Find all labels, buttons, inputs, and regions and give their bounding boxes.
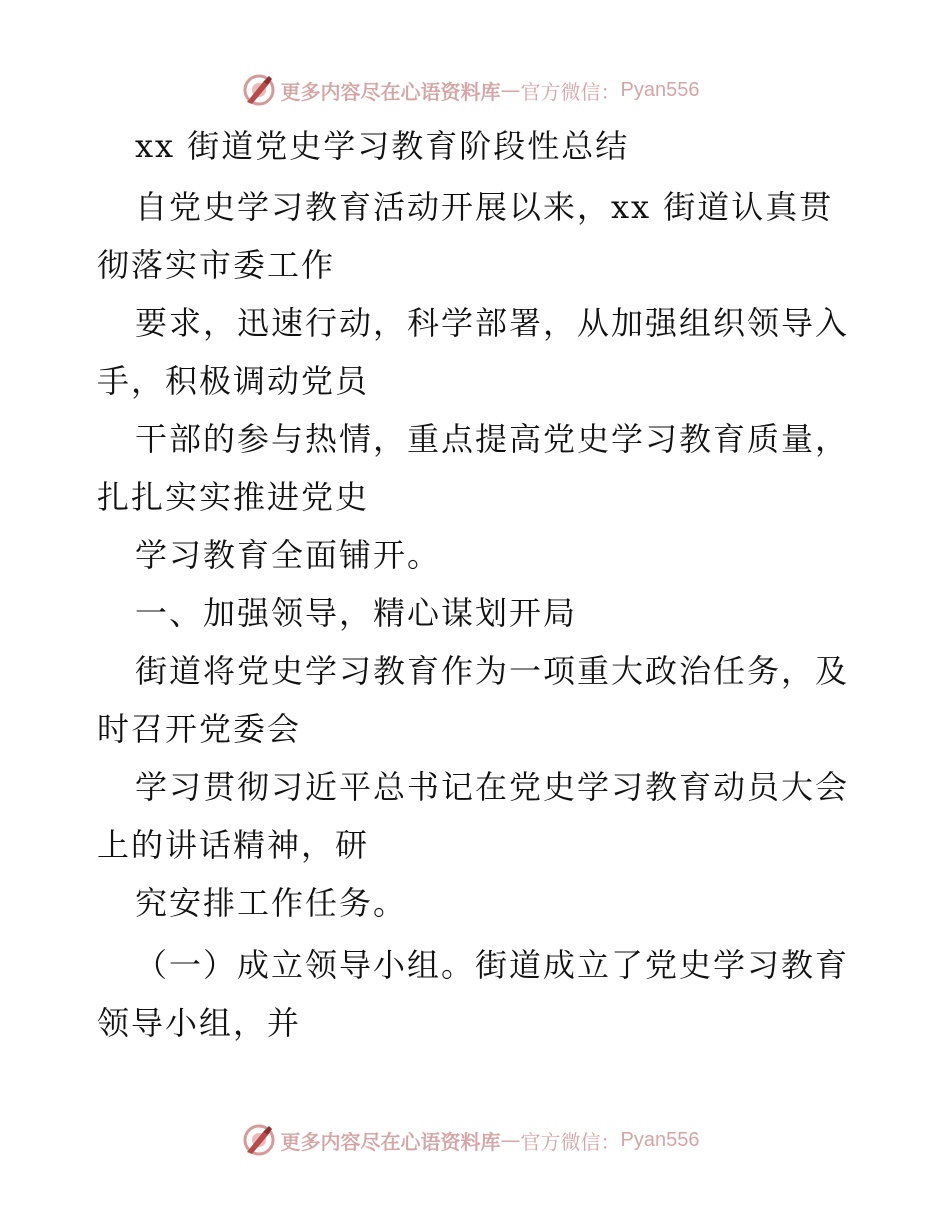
- paragraph-line: 领导小组，并: [97, 1004, 302, 1042]
- watermark-main-text: 更多内容尽在心语资料库: [280, 79, 501, 104]
- paragraph-line: 上的讲话精神，研: [97, 826, 370, 864]
- paragraph-line: 要求，迅速行动，科学部署，从加强组织领导入: [135, 304, 850, 342]
- watermark-inner: [241, 1122, 700, 1158]
- red-ink-brush-logo-icon: [241, 1122, 277, 1158]
- paragraph-line: 自党史学习教育活动开展以来，xx 街道认真贯: [135, 188, 834, 226]
- watermark-inner: [241, 72, 700, 108]
- paragraph-line: 学习贯彻习近平总书记在党史学习教育动员大会: [135, 768, 850, 806]
- watermark-banner-top: [0, 70, 950, 110]
- watermark-wechat-id: Pyan556: [620, 78, 700, 101]
- paragraph-line: 手，积极调动党员: [97, 362, 370, 400]
- watermark-wechat-label: 官方微信：: [520, 79, 621, 104]
- red-ink-brush-logo-icon: [241, 72, 277, 108]
- paragraph-line: （一）成立领导小组。街道成立了党史学习教育: [135, 946, 850, 984]
- watermark-banner-bottom: [0, 1120, 950, 1160]
- paragraph-line: 街道将党史学习教育作为一项重大政治任务，及: [135, 652, 850, 690]
- watermark-separator: —: [500, 78, 521, 102]
- document-title: xx 街道党史学习教育阶段性总结: [135, 127, 630, 165]
- paragraph-line: 学习教育全面铺开。: [135, 536, 442, 574]
- watermark-wechat-id: Pyan556: [620, 1128, 700, 1151]
- section-heading: 一、加强领导，精心谋划开局: [135, 594, 578, 632]
- paragraph-line: 扎扎实实推进党史: [97, 478, 370, 516]
- paragraph-line: 时召开党委会: [97, 710, 302, 748]
- watermark-separator: —: [500, 1128, 521, 1152]
- watermark-wechat-label: 官方微信：: [520, 1129, 621, 1154]
- watermark-main-text: 更多内容尽在心语资料库: [280, 1129, 501, 1154]
- paragraph-line: 彻落实市委工作: [97, 246, 336, 284]
- paragraph-line: 干部的参与热情，重点提高党史学习教育质量，: [135, 420, 850, 458]
- paragraph-line: 究安排工作任务。: [135, 884, 408, 922]
